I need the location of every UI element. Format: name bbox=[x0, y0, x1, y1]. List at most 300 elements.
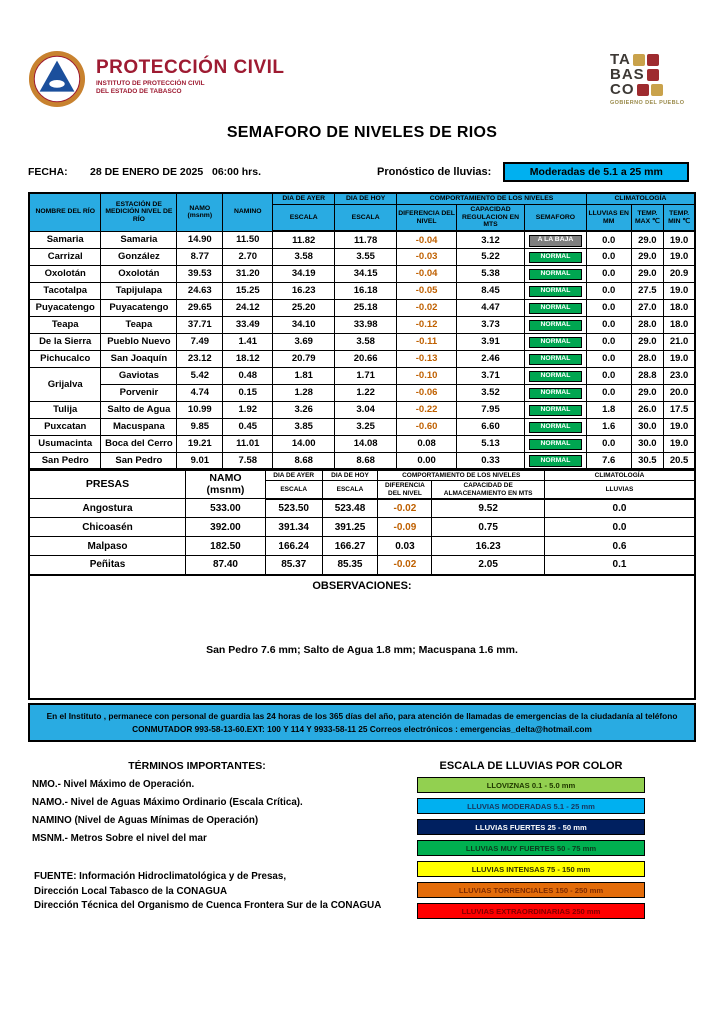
presas-table-header bbox=[29, 471, 695, 499]
pronostico-value-box: Moderadas de 5.1 a 25 mm bbox=[503, 162, 689, 182]
cell-temp-min: 19.0 bbox=[664, 418, 695, 435]
cell-presa-escala-hoy: 85.35 bbox=[322, 556, 378, 575]
cell-estacion: Samaria bbox=[101, 231, 177, 248]
cell-rio: Tacotalpa bbox=[29, 282, 101, 299]
cell-rio: Puyacatengo bbox=[29, 299, 101, 316]
cell-rio: Puxcatan bbox=[29, 418, 101, 435]
river-row bbox=[29, 231, 695, 248]
cell-lluvias: 0.0 bbox=[586, 282, 631, 299]
col-header-namo: NAMO (msnm) bbox=[177, 193, 223, 231]
semaforo-badge: NORMAL bbox=[529, 269, 581, 281]
cell-capacidad: 3.71 bbox=[457, 367, 525, 384]
cell-presa-lluvias: 0.6 bbox=[544, 537, 695, 556]
cell-escala-ayer: 25.20 bbox=[273, 299, 335, 316]
presas-table bbox=[28, 470, 696, 575]
cell-lluvias: 0.0 bbox=[586, 248, 631, 265]
cell-capacidad: 5.22 bbox=[457, 248, 525, 265]
cell-capacidad: 3.73 bbox=[457, 316, 525, 333]
cell-presa-diferencia: -0.02 bbox=[378, 499, 432, 518]
cell-escala-ayer: 34.19 bbox=[273, 265, 335, 282]
col-header-presas-dia-hoy: DIA DE HOY bbox=[322, 471, 378, 481]
presa-row bbox=[29, 499, 695, 518]
cell-temp-max: 29.0 bbox=[631, 231, 664, 248]
cell-namino: 1.41 bbox=[223, 333, 273, 350]
fuente-line1: FUENTE: Información Hidroclimatológica y de Presas, bbox=[34, 871, 287, 883]
cell-presa: Angostura bbox=[29, 499, 186, 518]
cell-namo: 7.49 bbox=[177, 333, 223, 350]
cell-semaforo bbox=[524, 384, 586, 401]
cell-temp-max: 27.0 bbox=[631, 299, 664, 316]
cell-lluvias: 0.0 bbox=[586, 367, 631, 384]
cell-temp-min: 19.0 bbox=[664, 435, 695, 452]
observaciones-text: San Pedro 7.6 mm; Salto de Agua 1.8 mm; Macuspana 1.6 mm. bbox=[206, 643, 518, 656]
cell-temp-min: 19.0 bbox=[664, 350, 695, 367]
terminos-block bbox=[28, 760, 413, 924]
observaciones-box bbox=[28, 576, 696, 700]
cell-diferencia: -0.11 bbox=[397, 333, 457, 350]
semaforo-badge: NORMAL bbox=[529, 371, 581, 383]
proteccion-civil-brand bbox=[28, 50, 285, 108]
cell-rio: Oxolotán bbox=[29, 265, 101, 282]
cell-semaforo bbox=[524, 282, 586, 299]
cell-escala-hoy: 25.18 bbox=[335, 299, 397, 316]
cell-namo: 37.71 bbox=[177, 316, 223, 333]
semaforo-badge: NORMAL bbox=[529, 388, 581, 400]
tabasco-glyph-icon bbox=[647, 54, 659, 66]
brand-subtitle bbox=[96, 80, 285, 96]
cell-estacion: Teapa bbox=[101, 316, 177, 333]
cell-rio: Grijalva bbox=[29, 367, 101, 401]
cell-estacion: San Joaquín bbox=[101, 350, 177, 367]
col-header-escala-hoy: ESCALA bbox=[335, 204, 397, 231]
cell-capacidad: 5.38 bbox=[457, 265, 525, 282]
cell-semaforo bbox=[524, 401, 586, 418]
cell-temp-max: 30.0 bbox=[631, 418, 664, 435]
cell-escala-hoy: 34.15 bbox=[335, 265, 397, 282]
cell-presa: Chicoasén bbox=[29, 518, 186, 537]
cell-namo: 9.01 bbox=[177, 452, 223, 469]
cell-escala-ayer: 1.81 bbox=[273, 367, 335, 384]
cell-presa-diferencia: 0.03 bbox=[378, 537, 432, 556]
cell-namino: 24.12 bbox=[223, 299, 273, 316]
cell-namino: 11.50 bbox=[223, 231, 273, 248]
brand-subtitle-line2: DEL ESTADO DE TABASCO bbox=[96, 88, 182, 96]
cell-presa-capacidad: 16.23 bbox=[432, 537, 545, 556]
tabasco-logo-line3: CO bbox=[610, 81, 635, 98]
semaforo-badge: NORMAL bbox=[529, 303, 581, 315]
cell-diferencia: -0.10 bbox=[397, 367, 457, 384]
cell-escala-ayer: 3.26 bbox=[273, 401, 335, 418]
river-row bbox=[29, 299, 695, 316]
cell-lluvias: 0.0 bbox=[586, 350, 631, 367]
cell-escala-hoy: 14.08 bbox=[335, 435, 397, 452]
cell-namino: 0.45 bbox=[223, 418, 273, 435]
river-row bbox=[29, 452, 695, 469]
tabasco-glyph-icon bbox=[651, 84, 663, 96]
bottom-section bbox=[28, 760, 696, 924]
river-row bbox=[29, 282, 695, 299]
fuente-line2: Dirección Local Tabasco de la CONAGUA bbox=[34, 885, 228, 897]
cell-semaforo bbox=[524, 265, 586, 282]
cell-escala-ayer: 11.82 bbox=[273, 231, 335, 248]
cell-namino: 7.58 bbox=[223, 452, 273, 469]
fecha-label: FECHA: bbox=[28, 166, 68, 178]
cell-namino: 11.01 bbox=[223, 435, 273, 452]
escala-bar: LLUVIAS FUERTES 25 - 50 mm bbox=[417, 819, 645, 835]
col-header-presas-lluvias: LLUVIAS bbox=[544, 481, 695, 499]
cell-semaforo bbox=[524, 299, 586, 316]
cell-estacion: Salto de Agua bbox=[101, 401, 177, 418]
cell-lluvias: 1.6 bbox=[586, 418, 631, 435]
cell-escala-ayer: 20.79 bbox=[273, 350, 335, 367]
river-row bbox=[29, 333, 695, 350]
cell-escala-ayer: 3.69 bbox=[273, 333, 335, 350]
cell-escala-hoy: 3.58 bbox=[335, 333, 397, 350]
river-row bbox=[29, 418, 695, 435]
cell-temp-min: 20.5 bbox=[664, 452, 695, 469]
cell-diferencia: -0.12 bbox=[397, 316, 457, 333]
col-header-namino: NAMINO bbox=[223, 193, 273, 231]
cell-presa-namo: 392.00 bbox=[186, 518, 266, 537]
cell-capacidad: 3.52 bbox=[457, 384, 525, 401]
cell-diferencia: -0.02 bbox=[397, 299, 457, 316]
gobierno-caption: GOBIERNO DEL PUEBLO bbox=[610, 100, 685, 106]
cell-temp-max: 29.0 bbox=[631, 384, 664, 401]
cell-capacidad: 2.46 bbox=[457, 350, 525, 367]
cell-diferencia: 0.00 bbox=[397, 452, 457, 469]
cell-rio: Teapa bbox=[29, 316, 101, 333]
cell-escala-ayer: 8.68 bbox=[273, 452, 335, 469]
escala-bar: LLUVIAS MUY FUERTES 50 - 75 mm bbox=[417, 840, 645, 856]
escala-bar: LLUVIAS TORRENCIALES 150 - 250 mm bbox=[417, 882, 645, 898]
cell-namino: 2.70 bbox=[223, 248, 273, 265]
cell-presa-escala-ayer: 523.50 bbox=[265, 499, 322, 518]
cell-estacion: Tapijulapa bbox=[101, 282, 177, 299]
cell-rio: De la Sierra bbox=[29, 333, 101, 350]
cell-semaforo bbox=[524, 350, 586, 367]
cell-escala-hoy: 3.04 bbox=[335, 401, 397, 418]
cell-lluvias: 0.0 bbox=[586, 384, 631, 401]
rivers-table-body bbox=[29, 231, 695, 469]
river-row bbox=[29, 248, 695, 265]
cell-semaforo bbox=[524, 452, 586, 469]
tabasco-logo-line2: BAS bbox=[610, 66, 645, 83]
col-header-presas-comportamiento: COMPORTAMIENTO DE LOS NIVELES bbox=[378, 471, 544, 481]
cell-temp-min: 20.0 bbox=[664, 384, 695, 401]
tabasco-logo bbox=[610, 50, 696, 106]
cell-escala-ayer: 14.00 bbox=[273, 435, 335, 452]
semaforo-badge: NORMAL bbox=[529, 354, 581, 366]
cell-capacidad: 6.60 bbox=[457, 418, 525, 435]
semaforo-badge: NORMAL bbox=[529, 422, 581, 434]
cell-escala-hoy: 1.71 bbox=[335, 367, 397, 384]
cell-diferencia: -0.22 bbox=[397, 401, 457, 418]
cell-namo: 24.63 bbox=[177, 282, 223, 299]
cell-estacion: San Pedro bbox=[101, 452, 177, 469]
cell-lluvias: 0.0 bbox=[586, 435, 631, 452]
river-row bbox=[29, 316, 695, 333]
cell-temp-min: 19.0 bbox=[664, 248, 695, 265]
river-row bbox=[29, 435, 695, 452]
cell-presa-namo: 87.40 bbox=[186, 556, 266, 575]
cell-presa-namo: 182.50 bbox=[186, 537, 266, 556]
presas-table-body bbox=[29, 499, 695, 575]
cell-estacion: Pueblo Nuevo bbox=[101, 333, 177, 350]
termino-msnm: MSNM.- Metros Sobre el nivel del mar bbox=[32, 833, 207, 845]
cell-namino: 0.48 bbox=[223, 367, 273, 384]
cell-lluvias: 0.0 bbox=[586, 316, 631, 333]
cell-estacion: Gaviotas bbox=[101, 367, 177, 384]
rivers-table-header bbox=[29, 193, 695, 231]
cell-temp-max: 30.0 bbox=[631, 435, 664, 452]
cell-escala-hoy: 8.68 bbox=[335, 452, 397, 469]
river-row bbox=[29, 384, 695, 401]
col-header-presas-namo: NAMO (msnm) bbox=[186, 471, 266, 499]
cell-presa-escala-hoy: 166.27 bbox=[322, 537, 378, 556]
cell-lluvias: 1.8 bbox=[586, 401, 631, 418]
semaforo-badge: NORMAL bbox=[529, 320, 581, 332]
fuente-line3: Dirección Técnica del Organismo de Cuenca Frontera Sur de la CONAGUA bbox=[34, 899, 382, 911]
terminos-title: TÉRMINOS IMPORTANTES: bbox=[128, 760, 266, 773]
cell-semaforo bbox=[524, 231, 586, 248]
cell-namo: 8.77 bbox=[177, 248, 223, 265]
cell-estacion: Boca del Cerro bbox=[101, 435, 177, 452]
cell-temp-max: 26.0 bbox=[631, 401, 664, 418]
col-header-dia-ayer: DIA DE AYER bbox=[273, 193, 335, 204]
river-row bbox=[29, 401, 695, 418]
cell-temp-min: 17.5 bbox=[664, 401, 695, 418]
cell-temp-max: 29.0 bbox=[631, 333, 664, 350]
cell-presa-capacidad: 9.52 bbox=[432, 499, 545, 518]
cell-lluvias: 0.0 bbox=[586, 333, 631, 350]
contact-band-line1: En el Instituto , permanece con personal de guardia las 24 horas de los 365 días del año, para atención de llamadas de emergencias de la ciudadanía al teléfono bbox=[46, 710, 678, 721]
cell-presa-escala-ayer: 166.24 bbox=[265, 537, 322, 556]
col-header-presas: PRESAS bbox=[29, 471, 186, 499]
semaforo-badge: NORMAL bbox=[529, 405, 581, 417]
pronostico-label: Pronóstico de lluvias: bbox=[377, 166, 492, 178]
cell-namo: 23.12 bbox=[177, 350, 223, 367]
cell-namo: 4.74 bbox=[177, 384, 223, 401]
river-row bbox=[29, 350, 695, 367]
fuente-block bbox=[32, 870, 413, 913]
cell-namo: 39.53 bbox=[177, 265, 223, 282]
cell-presa-lluvias: 0.0 bbox=[544, 518, 695, 537]
cell-capacidad: 3.91 bbox=[457, 333, 525, 350]
presa-row bbox=[29, 537, 695, 556]
cell-temp-min: 20.9 bbox=[664, 265, 695, 282]
cell-escala-ayer: 3.85 bbox=[273, 418, 335, 435]
cell-namino: 1.92 bbox=[223, 401, 273, 418]
col-header-semaforo: SEMAFORO bbox=[524, 204, 586, 231]
escala-bar: LLUVIAS EXTRAORDINARIAS 250 mm bbox=[417, 903, 645, 919]
page-title: SEMAFORO DE NIVELES DE RIOS bbox=[226, 124, 498, 141]
termino-nmo: NMO.- Nivel Máximo de Operación. bbox=[32, 779, 195, 791]
semaforo-badge: NORMAL bbox=[529, 455, 581, 467]
col-header-presas-diferencia: DIFERENCIA DEL NIVEL bbox=[378, 481, 432, 499]
semaforo-badge: NORMAL bbox=[529, 286, 581, 298]
cell-presa: Malpaso bbox=[29, 537, 186, 556]
cell-presa-escala-hoy: 391.25 bbox=[322, 518, 378, 537]
river-row bbox=[29, 265, 695, 282]
cell-namino: 31.20 bbox=[223, 265, 273, 282]
cell-escala-ayer: 1.28 bbox=[273, 384, 335, 401]
cell-presa-lluvias: 0.0 bbox=[544, 499, 695, 518]
cell-namino: 18.12 bbox=[223, 350, 273, 367]
cell-capacidad: 0.33 bbox=[457, 452, 525, 469]
cell-temp-min: 19.0 bbox=[664, 282, 695, 299]
cell-estacion: Porvenir bbox=[101, 384, 177, 401]
col-header-diferencia: DIFERENCIA DEL NIVEL bbox=[397, 204, 457, 231]
col-header-temp-max: TEMP. MAX ℃ bbox=[631, 204, 664, 231]
river-row bbox=[29, 367, 695, 384]
cell-temp-max: 29.0 bbox=[631, 265, 664, 282]
cell-diferencia: 0.08 bbox=[397, 435, 457, 452]
col-header-climatologia: CLIMATOLOGÍA bbox=[586, 193, 695, 204]
cell-presa-escala-ayer: 85.37 bbox=[265, 556, 322, 575]
cell-escala-hoy: 16.18 bbox=[335, 282, 397, 299]
semaforo-badge: A LA BAJA bbox=[529, 235, 581, 247]
cell-lluvias: 7.6 bbox=[586, 452, 631, 469]
tabasco-logo-line1: TA bbox=[610, 51, 631, 68]
cell-capacidad: 3.12 bbox=[457, 231, 525, 248]
col-header-presas-capacidad: CAPACIDAD DE ALMACENAMIENTO EN MTS bbox=[432, 481, 545, 499]
cell-escala-hoy: 11.78 bbox=[335, 231, 397, 248]
brand-title: PROTECCIÓN CIVIL bbox=[96, 57, 285, 78]
cell-temp-min: 19.0 bbox=[664, 231, 695, 248]
document-header bbox=[28, 50, 696, 120]
cell-estacion: Macuspana bbox=[101, 418, 177, 435]
cell-namino: 0.15 bbox=[223, 384, 273, 401]
cell-presa-lluvias: 0.1 bbox=[544, 556, 695, 575]
cell-namo: 19.21 bbox=[177, 435, 223, 452]
presa-row bbox=[29, 556, 695, 575]
cell-estacion: González bbox=[101, 248, 177, 265]
escala-title: ESCALA DE LLUVIAS POR COLOR bbox=[439, 760, 623, 773]
cell-presa: Peñitas bbox=[29, 556, 186, 575]
hora-value: 06:00 hrs. bbox=[212, 166, 262, 178]
cell-namo: 10.99 bbox=[177, 401, 223, 418]
presa-row bbox=[29, 518, 695, 537]
cell-diferencia: -0.13 bbox=[397, 350, 457, 367]
rivers-table bbox=[28, 192, 696, 470]
cell-escala-hoy: 3.55 bbox=[335, 248, 397, 265]
semaforo-badge: NORMAL bbox=[529, 337, 581, 349]
escala-bar: LLUVIAS INTENSAS 75 - 150 mm bbox=[417, 861, 645, 877]
cell-namo: 29.65 bbox=[177, 299, 223, 316]
cell-capacidad: 5.13 bbox=[457, 435, 525, 452]
cell-rio: Samaria bbox=[29, 231, 101, 248]
termino-namino: NAMINO (Nivel de Aguas Mínimas de Operación) bbox=[32, 815, 259, 827]
escala-bar: LLUVIAS MODERADAS 5.1 - 25 mm bbox=[417, 798, 645, 814]
col-header-comportamiento: COMPORTAMIENTO DE LOS NIVELES bbox=[397, 193, 587, 204]
cell-estacion: Puyacatengo bbox=[101, 299, 177, 316]
cell-lluvias: 0.0 bbox=[586, 231, 631, 248]
col-header-nombre-rio: NOMBRE DEL RÍO bbox=[29, 193, 101, 231]
cell-temp-max: 30.5 bbox=[631, 452, 664, 469]
cell-presa-diferencia: -0.02 bbox=[378, 556, 432, 575]
cell-rio: San Pedro bbox=[29, 452, 101, 469]
cell-temp-min: 23.0 bbox=[664, 367, 695, 384]
cell-semaforo bbox=[524, 316, 586, 333]
cell-temp-max: 28.0 bbox=[631, 316, 664, 333]
fecha-value: 28 DE ENERO DE 2025 bbox=[90, 166, 204, 178]
cell-rio: Carrizal bbox=[29, 248, 101, 265]
semaforo-badge: NORMAL bbox=[529, 439, 581, 451]
cell-presa-diferencia: -0.09 bbox=[378, 518, 432, 537]
col-header-presas-dia-ayer: DIA DE AYER bbox=[265, 471, 322, 481]
col-header-dia-hoy: DIA DE HOY bbox=[335, 193, 397, 204]
cell-rio: Tulija bbox=[29, 401, 101, 418]
tabasco-glyph-icon bbox=[647, 69, 659, 81]
cell-namo: 9.85 bbox=[177, 418, 223, 435]
cell-rio: Pichucalco bbox=[29, 350, 101, 367]
tabasco-glyph-icon bbox=[637, 84, 649, 96]
escala-lluvias-legend bbox=[417, 760, 645, 924]
cell-namino: 15.25 bbox=[223, 282, 273, 299]
cell-escala-ayer: 3.58 bbox=[273, 248, 335, 265]
cell-lluvias: 0.0 bbox=[586, 299, 631, 316]
brand-text bbox=[96, 50, 285, 96]
col-header-capacidad: CAPACIDAD REGULACION EN MTS bbox=[457, 204, 525, 231]
contact-band bbox=[28, 703, 696, 743]
cell-escala-ayer: 16.23 bbox=[273, 282, 335, 299]
escala-bar: LLOVIZNAS 0.1 - 5.0 mm bbox=[417, 777, 645, 793]
cell-semaforo bbox=[524, 333, 586, 350]
cell-diferencia: -0.60 bbox=[397, 418, 457, 435]
cell-escala-ayer: 34.10 bbox=[273, 316, 335, 333]
cell-temp-max: 29.0 bbox=[631, 248, 664, 265]
cell-temp-min: 21.0 bbox=[664, 333, 695, 350]
cell-presa-capacidad: 0.75 bbox=[432, 518, 545, 537]
cell-semaforo bbox=[524, 248, 586, 265]
cell-semaforo bbox=[524, 367, 586, 384]
cell-temp-min: 18.0 bbox=[664, 299, 695, 316]
cell-temp-max: 28.0 bbox=[631, 350, 664, 367]
col-header-estacion: ESTACIÓN DE MEDICIÓN NIVEL DE RÍO bbox=[101, 193, 177, 231]
observaciones-title: OBSERVACIONES: bbox=[312, 579, 412, 592]
cell-diferencia: -0.04 bbox=[397, 231, 457, 248]
cell-escala-hoy: 33.98 bbox=[335, 316, 397, 333]
tabasco-glyph-icon bbox=[633, 54, 645, 66]
col-header-escala-ayer: ESCALA bbox=[273, 204, 335, 231]
cell-diferencia: -0.06 bbox=[397, 384, 457, 401]
col-header-temp-min: TEMP. MIN ℃ bbox=[664, 204, 695, 231]
cell-semaforo bbox=[524, 435, 586, 452]
cell-presa-namo: 533.00 bbox=[186, 499, 266, 518]
cell-capacidad: 7.95 bbox=[457, 401, 525, 418]
cell-escala-hoy: 20.66 bbox=[335, 350, 397, 367]
cell-diferencia: -0.04 bbox=[397, 265, 457, 282]
cell-namino: 33.49 bbox=[223, 316, 273, 333]
cell-presa-capacidad: 2.05 bbox=[432, 556, 545, 575]
semaforo-badge: NORMAL bbox=[529, 252, 581, 264]
contact-band-line2: CONMUTADOR 993-58-13-60.EXT: 100 Y 114 Y 9933-58-11 25 Correos electrónicos : emergencias_delta@hotmail.com bbox=[132, 723, 592, 734]
cell-presa-escala-hoy: 523.48 bbox=[322, 499, 378, 518]
cell-capacidad: 8.45 bbox=[457, 282, 525, 299]
cell-lluvias: 0.0 bbox=[586, 265, 631, 282]
cell-namo: 14.90 bbox=[177, 231, 223, 248]
cell-namo: 5.42 bbox=[177, 367, 223, 384]
cell-semaforo bbox=[524, 418, 586, 435]
cell-diferencia: -0.03 bbox=[397, 248, 457, 265]
cell-presa-escala-ayer: 391.34 bbox=[265, 518, 322, 537]
proteccion-civil-seal-icon bbox=[28, 50, 86, 108]
cell-escala-hoy: 1.22 bbox=[335, 384, 397, 401]
col-header-lluvias: LLUVIAS EN MM bbox=[586, 204, 631, 231]
cell-temp-max: 28.8 bbox=[631, 367, 664, 384]
cell-diferencia: -0.05 bbox=[397, 282, 457, 299]
escala-bars bbox=[417, 777, 645, 919]
